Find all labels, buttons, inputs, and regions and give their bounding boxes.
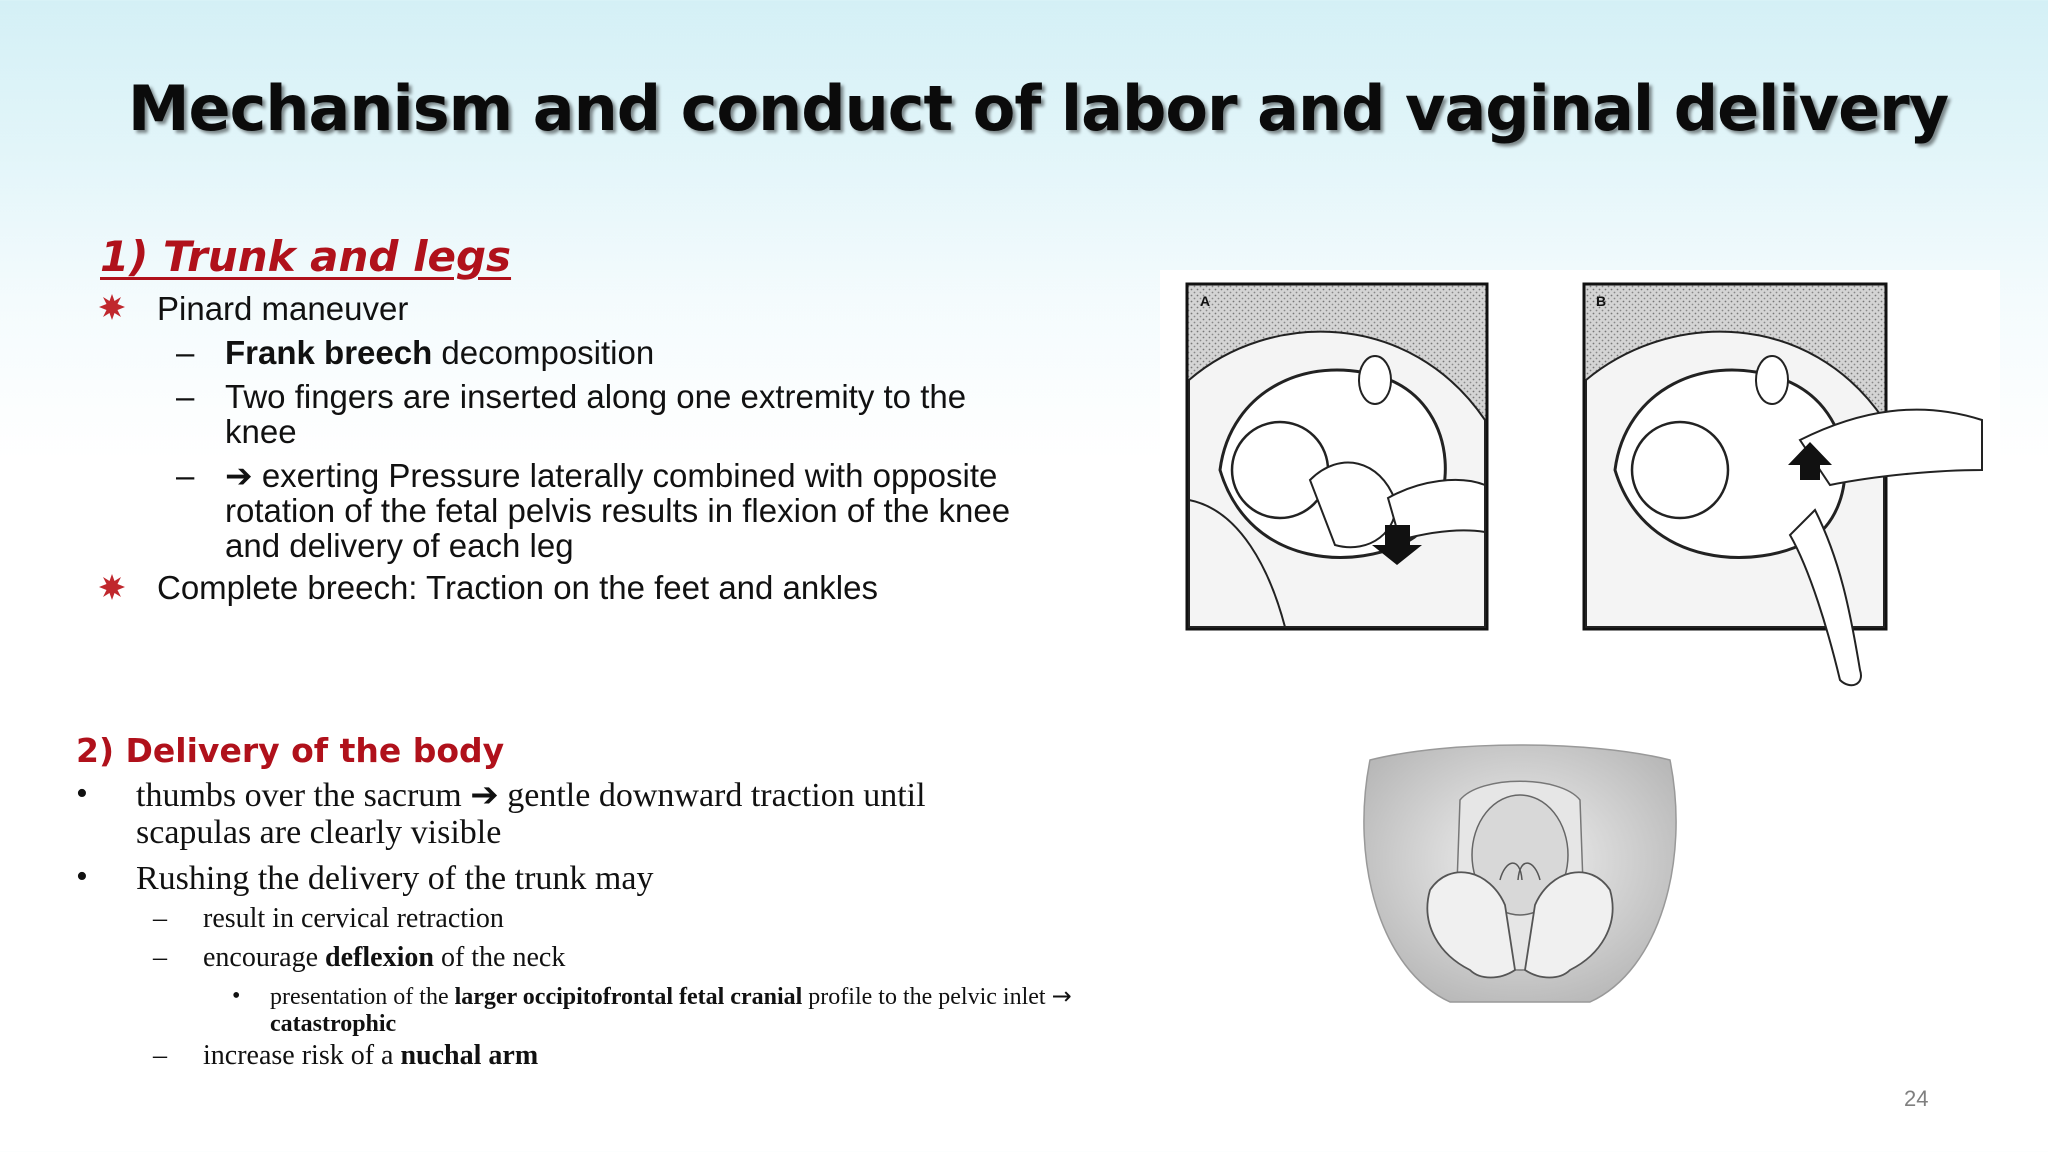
- dash-marker: –: [176, 457, 195, 494]
- pinard-maneuver-illustration: [1160, 270, 2000, 700]
- dash-marker: –: [176, 334, 195, 371]
- sub-exerting-line1: [225, 458, 1010, 493]
- traction-text: gentle downward traction until: [507, 777, 926, 814]
- nuchal-bold: nuchal arm: [400, 1040, 539, 1071]
- sub-exerting-text: exerting Pressure laterally combined with opposite: [261, 457, 998, 494]
- subsub-pre: presentation of the: [270, 984, 455, 1010]
- catastrophic-bold: catastrophic: [270, 1011, 397, 1037]
- panel-b: [1584, 284, 1982, 685]
- panel-a-label: A: [1200, 293, 1211, 309]
- page-number: 24: [1904, 1086, 1929, 1111]
- bullet-dot: •: [232, 983, 241, 1009]
- dash-marker: –: [176, 378, 195, 415]
- starburst-bullet-icon: [99, 574, 125, 600]
- sub-exerting-line3: and delivery of each leg: [225, 527, 574, 564]
- sub-cervical-retraction: result in cervical retraction: [203, 903, 504, 934]
- frank-breech-bold: Frank breech: [225, 334, 433, 371]
- deflexion-pre: encourage: [203, 942, 326, 973]
- section-heading-delivery-body: 2) Delivery of the body: [76, 731, 505, 770]
- sub-deflexion: [203, 942, 565, 974]
- bullet-complete-breech: Complete breech: Traction on the feet and ankles: [157, 569, 878, 606]
- dash-marker: –: [153, 1040, 167, 1071]
- subsub-occipitofrontal: [270, 983, 1072, 1038]
- dash-marker: –: [153, 942, 167, 973]
- nuchal-pre: increase risk of a: [203, 1040, 401, 1071]
- starburst-bullet-icon: [99, 294, 125, 320]
- thumbs-text: thumbs over the sacrum: [136, 777, 462, 814]
- sub-two-fingers: [225, 379, 966, 449]
- panel-b-label: B: [1596, 293, 1607, 309]
- subsub-post: profile to the pelvic inlet: [802, 984, 1046, 1010]
- panel-a: [1187, 284, 1487, 629]
- bullet-thumbs-line1: [136, 777, 926, 814]
- deflexion-post: of the neck: [433, 942, 566, 973]
- sub-frank-breech: [225, 335, 654, 370]
- sub-nuchal-arm: [203, 1040, 538, 1072]
- body-delivery-illustration: [1330, 740, 1710, 1010]
- right-arrow-icon: ➔: [470, 775, 499, 815]
- section-heading-trunk-legs: 1) Trunk and legs: [100, 232, 512, 281]
- subsub-line2: [270, 1011, 1072, 1038]
- sub-two-fingers-line1: Two fingers are inserted along one extremity to the: [225, 378, 967, 415]
- subsub-bold: larger occipitofrontal fetal cranial: [454, 984, 803, 1010]
- bullet-thumbs-line2: scapulas are clearly visible: [136, 814, 502, 851]
- right-arrow-icon: →: [1051, 982, 1072, 1010]
- sub-two-fingers-line2: knee: [225, 413, 297, 450]
- dash-marker: –: [153, 903, 167, 934]
- bullet-rushing-delivery: Rushing the delivery of the trunk may: [136, 860, 654, 897]
- bullet-dot: •: [76, 775, 88, 812]
- frank-breech-rest: decomposition: [432, 334, 655, 371]
- deflexion-bold: deflexion: [325, 942, 434, 973]
- bullet-thumbs-sacrum: [136, 777, 926, 851]
- bullet-dot: •: [76, 858, 88, 895]
- slide-title: Mechanism and conduct of labor and vaginal delivery: [127, 72, 1949, 145]
- right-arrow-icon: ➔: [225, 456, 253, 495]
- sub-exerting-line2: rotation of the fetal pelvis results in flexion of the knee: [225, 492, 1011, 529]
- sub-exerting-pressure: [225, 458, 1010, 563]
- subsub-line1: [270, 983, 1072, 1011]
- bullet-pinard-maneuver: Pinard maneuver: [157, 290, 409, 327]
